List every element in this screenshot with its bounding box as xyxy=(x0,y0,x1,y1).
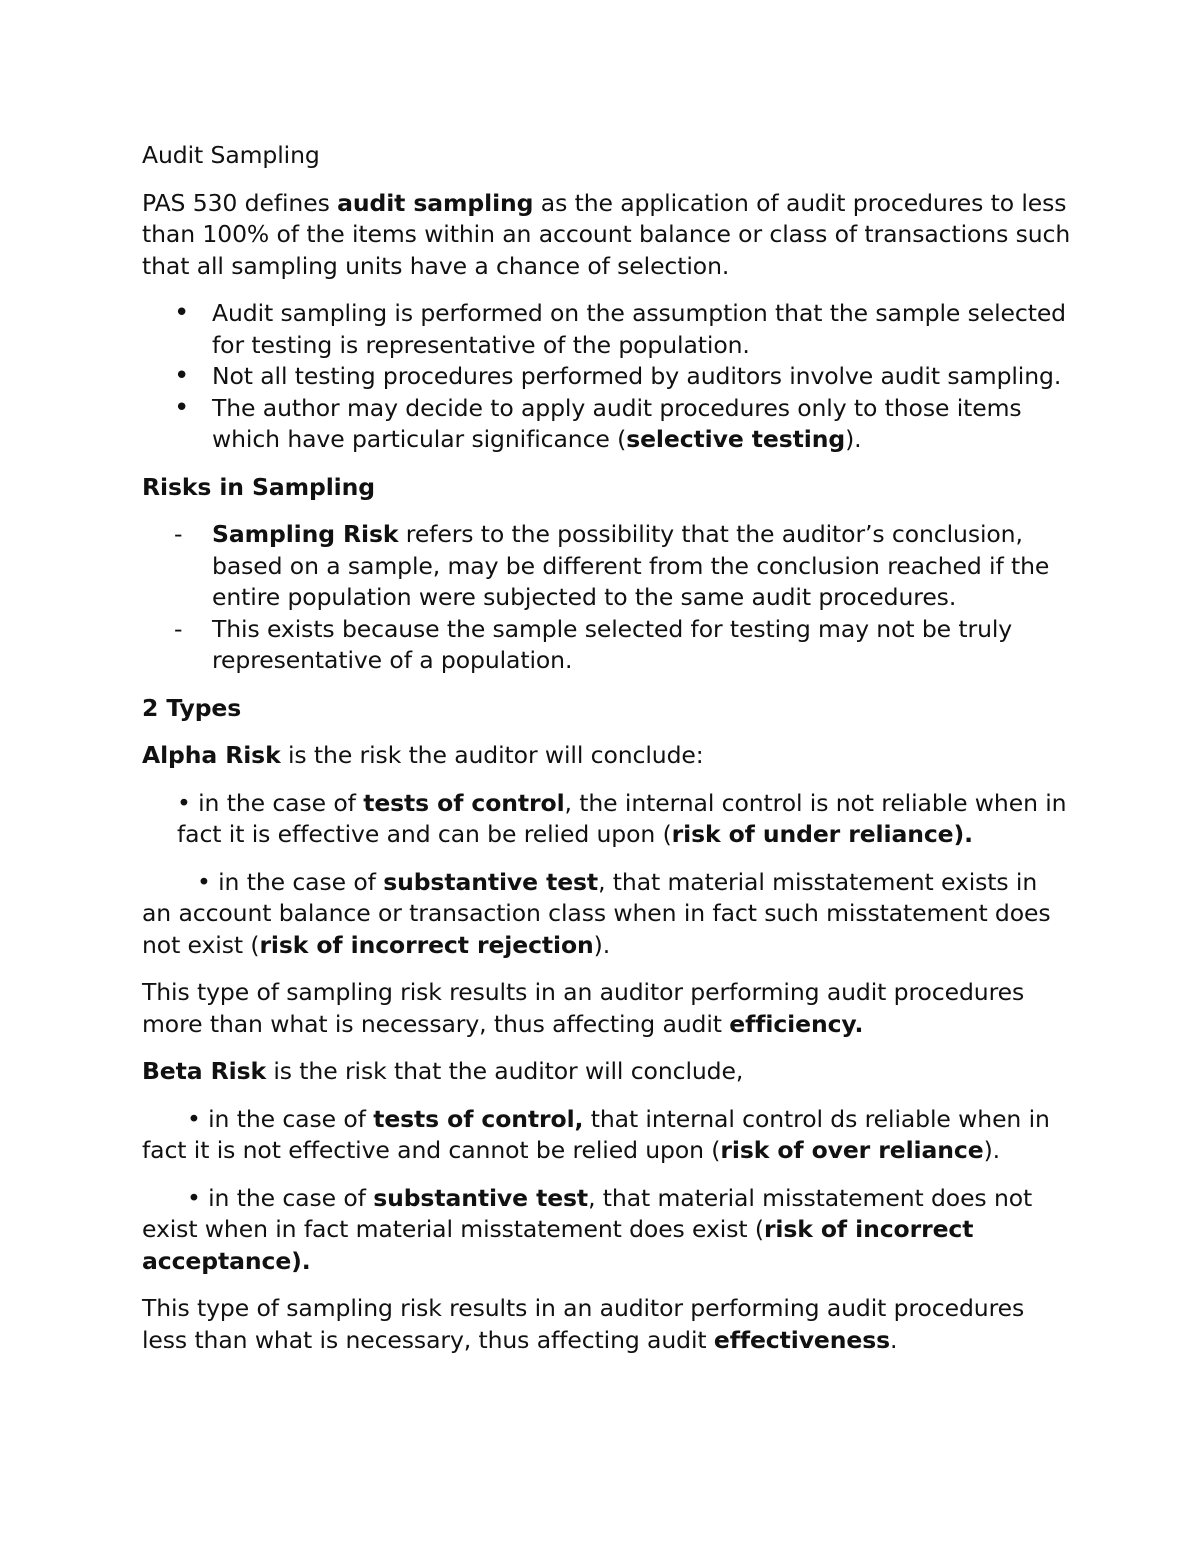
bullet-text: Not all testing procedures performed by auditors involve audit sampling. xyxy=(212,362,1062,390)
summary-text: This type of sampling risk results in an auditor performing audit procedures more than what is necessary, thus affecting audit xyxy=(142,978,1025,1038)
summary-term: efficiency. xyxy=(729,1009,864,1038)
case-text: , that material misstatement exists in an account balance or transaction class when in fact such misstatement does not exist ( xyxy=(142,867,1051,959)
dash-marker: - xyxy=(174,614,183,643)
intro-text: PAS 530 defines xyxy=(142,188,338,217)
summary-text: This type of sampling risk results in an auditor performing audit procedures less than what is necessary, thus affecting audit xyxy=(142,1294,1025,1354)
risks-heading: Risks in Sampling xyxy=(142,472,375,501)
case-term: risk of over reliance xyxy=(720,1136,984,1164)
alpha-risk-text: is the risk the auditor will conclude: xyxy=(280,741,704,769)
document-page xyxy=(142,140,1072,1372)
risk-term: Sampling Risk xyxy=(212,520,399,548)
dash-marker: - xyxy=(174,520,183,548)
risk-text: This exists because the sample selected for testing may not be truly representative of a population. xyxy=(212,614,1013,674)
bullet-marker: • xyxy=(174,392,190,423)
alpha-summary xyxy=(142,977,1072,1040)
case-term: risk of under reliance). xyxy=(671,820,973,848)
case-text: • in the case of xyxy=(177,788,364,817)
intro-paragraph xyxy=(142,188,1072,283)
intro-term: audit sampling xyxy=(337,188,534,217)
case-text: that internal control ds reliable when in fact it is not effective and cannot be relied upon ( xyxy=(142,1104,1050,1164)
bullet-text: The author may decide to apply audit procedures only to those items which have particular significance ( xyxy=(212,393,1022,453)
document-title: Audit Sampling xyxy=(142,141,320,169)
case-text: • in the case of xyxy=(197,867,384,896)
beta-summary xyxy=(142,1293,1072,1356)
case-text: • in the case of xyxy=(187,1104,374,1133)
alpha-risk-label: Alpha Risk xyxy=(142,741,281,769)
bullet-text-end: ). xyxy=(845,425,862,453)
case-text: • in the case of xyxy=(187,1183,374,1212)
case-term: tests of control xyxy=(363,788,565,817)
case-text: ). xyxy=(593,930,611,959)
case-text: , the internal control is not reliable when in fact it is effective and can be relied upon ( xyxy=(177,788,1067,848)
beta-case-substantive xyxy=(142,1183,1072,1278)
case-text: ). xyxy=(983,1136,1001,1164)
bullet-list xyxy=(142,298,1072,456)
alpha-case-control xyxy=(142,788,1072,851)
list-item xyxy=(142,519,1072,614)
case-term: substantive test xyxy=(383,867,599,896)
beta-risk-label: Beta Risk xyxy=(142,1057,266,1085)
beta-risk-text: is the risk that the auditor will conclude, xyxy=(266,1057,744,1085)
list-item xyxy=(142,361,1072,393)
case-term: substantive test xyxy=(373,1183,589,1212)
alpha-case-substantive xyxy=(142,867,1072,962)
risk-text: refers to the possibility that the auditor’s conclusion, based on a sample, may be different from the conclusion reached if the entire population were subjected to the same audit procedures. xyxy=(212,520,1050,611)
alpha-risk-definition xyxy=(142,740,1072,772)
bullet-text: Audit sampling is performed on the assumption that the sample selected for testing is representative of the population. xyxy=(212,299,1066,359)
summary-text: . xyxy=(890,1325,898,1354)
summary-term: effectiveness xyxy=(713,1325,891,1354)
case-text: , that material misstatement does not exist when in fact material misstatement does exist ( xyxy=(142,1183,1033,1243)
list-item xyxy=(142,298,1072,361)
bullet-marker: • xyxy=(174,298,190,328)
types-heading: 2 Types xyxy=(142,693,242,722)
bullet-term: selective testing xyxy=(626,425,846,453)
list-item xyxy=(142,393,1072,456)
list-item xyxy=(142,614,1072,677)
beta-risk-definition xyxy=(142,1056,1072,1088)
case-term: risk of incorrect rejection xyxy=(259,930,594,959)
bullet-marker: • xyxy=(174,361,190,391)
case-term: tests of control, xyxy=(373,1104,584,1133)
beta-case-control xyxy=(142,1104,1072,1167)
risks-list xyxy=(142,519,1072,677)
case-term: risk of incorrect acceptance). xyxy=(142,1215,974,1275)
intro-text-rest: as the application of audit procedures to less than 100% of the items within an account balance or class of transactions such that all sampling units have a chance of selection. xyxy=(142,188,1071,280)
